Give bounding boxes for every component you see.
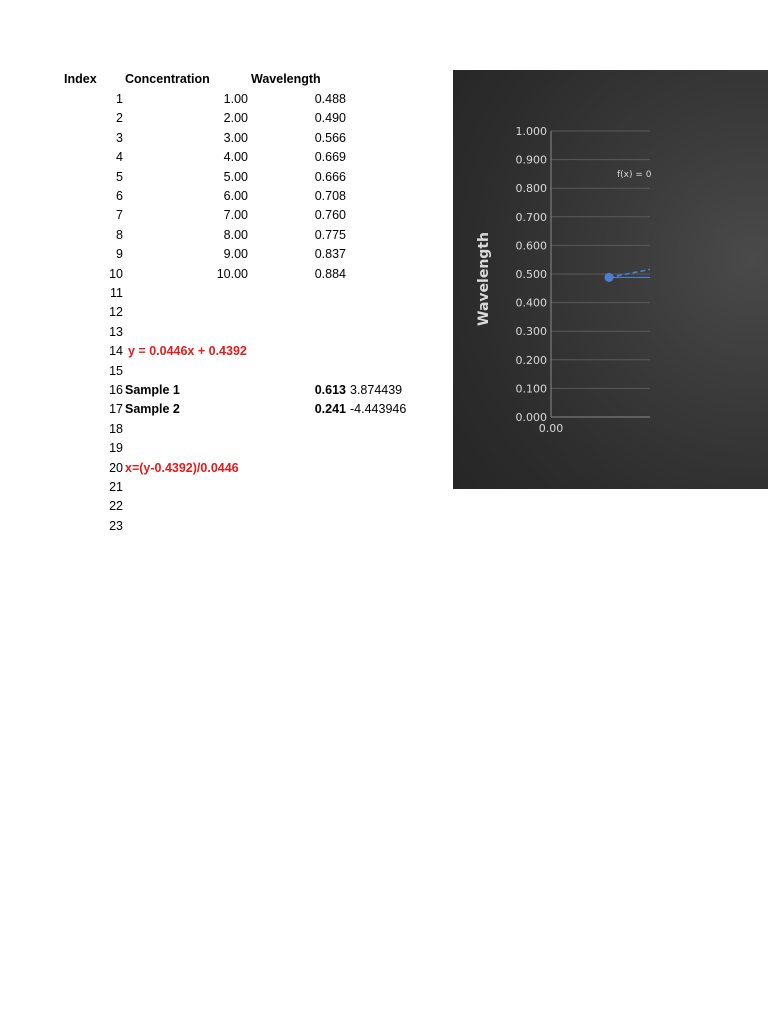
y-tick-label: 0.500 xyxy=(515,268,547,281)
data-point xyxy=(605,273,614,282)
row-index: 9 xyxy=(116,247,123,262)
formula-note: y = 0.0446x + 0.4392 xyxy=(128,344,247,359)
sample-result: -4.443946 xyxy=(350,402,407,417)
row-index: 12 xyxy=(109,305,123,320)
concentration-value: 9.00 xyxy=(223,247,248,262)
y-tick-label: 0.100 xyxy=(515,382,547,396)
concentration-value: 8.00 xyxy=(223,227,248,242)
row-index: 23 xyxy=(109,518,123,533)
row-index: 16 xyxy=(109,383,123,397)
row-index: 4 xyxy=(116,150,123,165)
row-index: 18 xyxy=(109,421,123,436)
y-tick-label: 0.800 xyxy=(515,182,547,196)
row-index: 17 xyxy=(109,402,123,417)
row-index: 5 xyxy=(116,169,123,184)
row-index: 22 xyxy=(109,499,123,514)
row-index: 15 xyxy=(109,363,123,378)
concentration-value: 7.00 xyxy=(223,208,248,223)
concentration-value: 10.00 xyxy=(216,266,248,281)
y-tick-label: 1.000 xyxy=(515,125,547,138)
row-index: 11 xyxy=(110,286,123,300)
row-index: 3 xyxy=(116,130,123,145)
row-index: 14 xyxy=(109,344,123,359)
row-index: 21 xyxy=(109,480,123,494)
y-tick-label: 0.200 xyxy=(515,353,547,367)
wavelength-value: 0.490 xyxy=(314,111,346,126)
sample-label: Sample 1 xyxy=(125,383,180,397)
row-index: 20 xyxy=(109,460,123,475)
header-wavelength: Wavelength xyxy=(251,72,321,86)
row-index: 10 xyxy=(109,266,123,281)
y-tick-label: 0.300 xyxy=(515,325,547,339)
header-index: Index xyxy=(64,72,97,86)
concentration-value: 1.00 xyxy=(223,92,248,106)
wavelength-value: 0.488 xyxy=(314,92,346,106)
spreadsheet xyxy=(0,0,450,560)
sample-label: Sample 2 xyxy=(125,402,180,417)
concentration-value: 3.00 xyxy=(223,130,248,145)
row-index: 13 xyxy=(109,324,123,339)
trendline-equation: f(x) = 0 xyxy=(617,170,652,180)
concentration-value: 2.00 xyxy=(223,111,248,126)
wavelength-value: 0.884 xyxy=(314,266,346,281)
concentration-value: 6.00 xyxy=(223,189,248,203)
x-tick-label: 0.00 xyxy=(538,422,564,435)
concentration-value: 5.00 xyxy=(223,169,248,184)
wavelength-value: 0.613 xyxy=(314,383,346,397)
row-index: 19 xyxy=(109,441,123,456)
trendline xyxy=(609,269,650,277)
y-tick-label: 0.600 xyxy=(515,239,547,253)
y-axis-label: Wavelength xyxy=(476,232,492,326)
y-tick-label: 0.400 xyxy=(515,296,547,310)
wavelength-value: 0.837 xyxy=(314,247,346,262)
y-tick-label: 0.700 xyxy=(515,210,547,224)
row-index: 6 xyxy=(116,189,123,203)
header-concentration: Concentration xyxy=(125,72,210,86)
chart-svg xyxy=(453,70,768,489)
wavelength-value: 0.669 xyxy=(314,150,346,165)
wavelength-value: 0.708 xyxy=(314,189,346,203)
row-index: 2 xyxy=(116,111,123,126)
row-index: 8 xyxy=(116,227,123,242)
row-index: 1 xyxy=(116,92,123,106)
wavelength-value: 0.760 xyxy=(314,208,346,223)
wavelength-value: 0.241 xyxy=(314,402,346,417)
formula-note: x=(y-0.4392)/0.0446 xyxy=(125,460,239,475)
wavelength-value: 0.775 xyxy=(314,227,346,242)
wavelength-chart xyxy=(453,70,768,489)
wavelength-value: 0.666 xyxy=(314,169,346,184)
concentration-value: 4.00 xyxy=(223,150,248,165)
y-tick-label: 0.000 xyxy=(515,411,547,424)
sample-result: 3.874439 xyxy=(350,383,403,397)
row-index: 7 xyxy=(116,208,123,223)
y-tick-label: 0.900 xyxy=(515,153,547,167)
wavelength-value: 0.566 xyxy=(314,130,346,145)
